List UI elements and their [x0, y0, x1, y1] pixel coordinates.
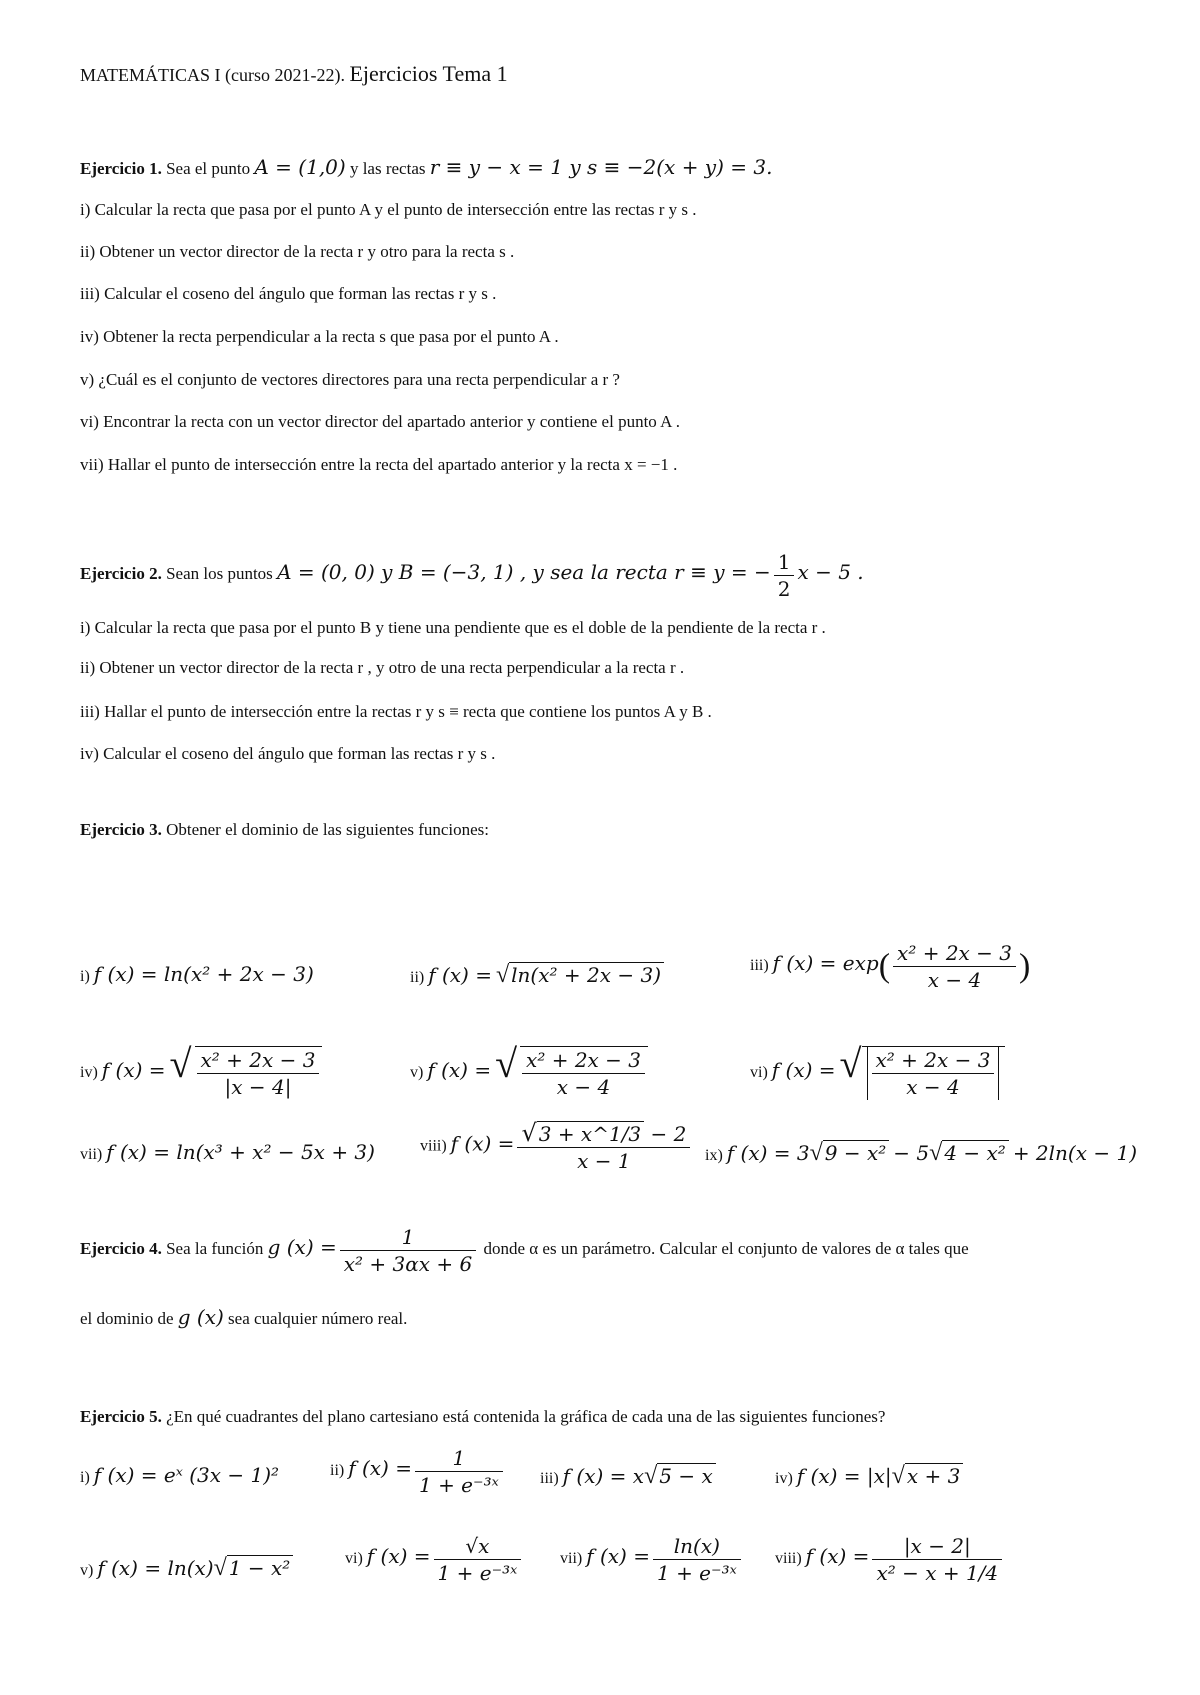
radicand: 9 − x² [823, 1140, 890, 1165]
ex2-item: iv) Calcular el coseno del ángulo que forman las rectas r y s . [80, 744, 496, 763]
fraction [653, 1533, 741, 1586]
ex5-function-iv [775, 1463, 963, 1490]
ex3-statement [80, 818, 489, 842]
ex3-function-iv [80, 1040, 325, 1100]
sqrt-icon: √ [169, 1041, 192, 1086]
ex4-statement [80, 1217, 969, 1279]
formula: f (x) = [348, 1456, 412, 1481]
sqrt-icon: √ [521, 1119, 537, 1147]
ex1-statement [80, 155, 772, 181]
ex1-lines: r ≡ y − x = 1 y s ≡ −2(x + y) = 3. [429, 155, 773, 179]
sqrt-icon: √ [929, 1140, 943, 1166]
formula-tail: + 2ln(x − 1) [1012, 1141, 1138, 1165]
sqrt-icon: √ [644, 1463, 658, 1489]
item-number: iv) [775, 1470, 793, 1487]
ex3-function-viii [420, 1120, 693, 1174]
fraction-denominator: x − 1 [577, 1149, 631, 1173]
fraction-numerator: √x [434, 1533, 522, 1560]
formula: f (x) = exp [772, 951, 879, 976]
item-number: i) [80, 968, 90, 985]
sqrt-icon: √ [495, 962, 510, 988]
fraction [872, 1533, 1002, 1586]
ex5-label: Ejercicio 5. [80, 1407, 162, 1426]
sqrt-icon: √ [213, 1555, 227, 1581]
fraction-numerator: 1 [774, 549, 795, 576]
ex2-item: iii) Hallar el punto de intersección entre la rectas r y s ≡ recta que contiene los puntos A y B . [80, 702, 712, 721]
radicand: 3 + x^1/3 [537, 1121, 644, 1146]
ex2-points: A = (0, 0) y B = (−3, 1) , y sea la recta r ≡ y = − [277, 560, 771, 584]
ex5-function-iii [540, 1463, 716, 1490]
formula: f (x) = |x| [796, 1464, 892, 1488]
ex4-line2-start: el dominio de [80, 1309, 174, 1328]
ex4-label: Ejercicio 4. [80, 1239, 162, 1258]
formula: f (x) = ln(x³ + x² − 5x + 3) [106, 1140, 375, 1164]
item-number: vi) [345, 1550, 363, 1568]
item-number: v) [410, 1064, 424, 1081]
ex3-function-vi [750, 1040, 1005, 1100]
sheet-title [80, 62, 508, 87]
ex1-item: vi) Encontrar la recta con un vector director del apartado anterior y contiene el punto A . [80, 412, 680, 431]
item-number: ii) [410, 969, 425, 986]
ex1-label: Ejercicio 1. [80, 159, 162, 178]
ex3-function-i [80, 962, 314, 986]
fraction-numerator: 1 [340, 1224, 476, 1251]
formula: f (x) = [771, 1058, 836, 1082]
item-number: ii) [330, 1462, 345, 1480]
fraction-denominator: |x − 4| [224, 1075, 292, 1100]
sqrt-icon: √ [809, 1140, 823, 1166]
ex4-line2-end: sea cualquier número real. [228, 1309, 408, 1328]
ex3-function-ii [410, 962, 664, 989]
ex1-item: i) Calcular la recta que pasa por el punto A y el punto de intersección entre las rectas r y s . [80, 200, 697, 219]
formula: f (x) = [427, 1058, 492, 1082]
fraction-numerator: 1 [415, 1445, 503, 1472]
ex2-label: Ejercicio 2. [80, 564, 162, 583]
item-number: iv) [80, 1064, 98, 1081]
ex2-tail: x − 5 . [797, 560, 864, 584]
formula: f (x) = [428, 963, 492, 987]
sqrt-icon: √ [891, 1463, 905, 1489]
item-number: viii) [775, 1550, 802, 1568]
formula: f (x) = [450, 1131, 515, 1156]
fraction [415, 1445, 503, 1498]
formula: f (x) = [366, 1544, 431, 1569]
ex1-item: iv) Obtener la recta perpendicular a la recta s que pasa por el punto A . [80, 327, 559, 346]
ex5-function-v [80, 1555, 293, 1582]
ex5-intro: ¿En qué cuadrantes del plano cartesiano está contenida la gráfica de cada una de las siguientes funciones? [166, 1407, 886, 1426]
formula: f (x) = x [562, 1464, 645, 1488]
ex1-point: A = (1,0) [254, 155, 346, 179]
fraction-numerator [517, 1120, 690, 1148]
fraction [340, 1224, 476, 1277]
ex5-function-viii [775, 1533, 1005, 1586]
fraction [893, 940, 1016, 993]
formula: f (x) = [805, 1544, 870, 1569]
formula: f (x) = 3 [726, 1141, 810, 1165]
ex1-item: ii) Obtener un vector director de la recta r y otro para la recta s . [80, 242, 515, 261]
abs-fraction [867, 1047, 1000, 1100]
fraction-denominator: x − 4 [906, 1074, 960, 1099]
ex1-mid: y las rectas [349, 159, 426, 178]
radicand: 1 − x² [227, 1555, 294, 1580]
item-number: i) [80, 1469, 90, 1486]
fraction-numerator: ln(x) [653, 1533, 741, 1560]
item-number: v) [80, 1562, 94, 1579]
fraction [517, 1120, 690, 1174]
fraction-numerator: |x − 2| [872, 1533, 1002, 1560]
formula: f (x) = eˣ (3x − 1)² [93, 1463, 280, 1487]
course-label: MATEMÁTICAS I (curso 2021-22). [80, 65, 345, 85]
item-number: vi) [750, 1064, 768, 1081]
ex3-label: Ejercicio 3. [80, 820, 162, 839]
ex1-intro: Sea el punto [166, 159, 251, 178]
fraction-numerator: x² + 2x − 3 [197, 1047, 320, 1074]
radicand: ln(x² + 2x − 3) [509, 962, 664, 987]
formula: g (x) [177, 1305, 224, 1329]
ex5-function-i [80, 1463, 279, 1487]
ex3-function-iii: iii) f (x) = exp( $\frac{\text{x² + 2x − 3}}{x - 4}$ ) [750, 941, 1031, 992]
fraction-denominator: x − 4 [556, 1075, 611, 1100]
formula: f (x) = ln(x² + 2x − 3) [93, 962, 314, 986]
ex4-intro: Sea la función [166, 1239, 264, 1258]
item-number: vii) [560, 1550, 583, 1568]
fraction-numerator: x² + 2x − 3 [893, 940, 1016, 967]
fraction-numerator: x² + 2x − 3 [522, 1047, 645, 1074]
numerator-tail: − 2 [650, 1122, 687, 1146]
fraction-denominator: 1 + e⁻³ˣ [437, 1561, 518, 1585]
ex3-function-v [410, 1040, 651, 1100]
ex2-item: ii) Obtener un vector director de la recta r , y otro de una recta perpendicular a la recta r . [80, 658, 685, 677]
formula: f (x) = [586, 1544, 650, 1569]
fraction [195, 1046, 323, 1100]
item-number: iii) [750, 957, 769, 975]
fraction [434, 1533, 522, 1586]
formula-mid: − 5 [893, 1141, 930, 1165]
fraction-denominator: 2 [777, 576, 791, 601]
radical [862, 1046, 1006, 1100]
fraction-numerator: x² + 2x − 3 [872, 1047, 995, 1074]
formula: f (x) = [101, 1058, 166, 1082]
item-number: viii) [420, 1137, 447, 1155]
topic-label: Ejercicios Tema 1 [349, 61, 508, 86]
formula: g (x) = [267, 1235, 337, 1259]
ex3-function-ix [705, 1140, 1137, 1167]
radicand: x + 3 [905, 1463, 963, 1488]
radicand: 5 − x [657, 1463, 715, 1488]
fraction-denominator: 1 + e⁻³ˣ [418, 1473, 499, 1497]
fraction-denominator: x − 4 [927, 968, 982, 992]
ex1-item: v) ¿Cuál es el conjunto de vectores directores para una recta perpendicular a r ? [80, 370, 620, 389]
ex3-intro: Obtener el dominio de las siguientes funciones: [166, 820, 490, 839]
ex5-function-vii [560, 1533, 744, 1586]
ex4-line2 [80, 1305, 407, 1331]
fraction-denominator: x² − x + 1/4 [876, 1561, 999, 1585]
ex3-function-vii [80, 1140, 375, 1164]
ex2-statement [80, 542, 864, 604]
item-number: iii) [540, 1470, 559, 1487]
item-number: ix) [705, 1147, 723, 1164]
ex5-statement [80, 1405, 885, 1429]
radicand: 4 − x² [942, 1140, 1009, 1165]
fraction [520, 1046, 648, 1100]
ex5-function-vi [345, 1533, 524, 1586]
ex1-item: vii) Hallar el punto de intersección entre la recta del apartado anterior y la recta x = −1 . [80, 455, 678, 474]
formula: f (x) = ln(x) [97, 1556, 214, 1580]
sqrt-icon: √ [839, 1041, 862, 1086]
ex2-item: i) Calcular la recta que pasa por el punto B y tiene una pendiente que es el doble de la pendiente de la recta r . [80, 618, 826, 637]
fraction-denominator: 1 + e⁻³ˣ [656, 1561, 737, 1585]
fraction-denominator: x² + 3αx + 6 [343, 1251, 473, 1276]
sqrt-icon: √ [495, 1041, 518, 1086]
ex5-function-ii [330, 1445, 506, 1498]
ex2-fraction [774, 549, 795, 602]
ex4-rest: donde α es un parámetro. Calcular el conjunto de valores de α tales que [483, 1239, 969, 1258]
ex1-item: iii) Calcular el coseno del ángulo que forman las rectas r y s . [80, 284, 497, 303]
item-number: vii) [80, 1146, 103, 1163]
ex2-intro: Sean los puntos [166, 564, 273, 583]
